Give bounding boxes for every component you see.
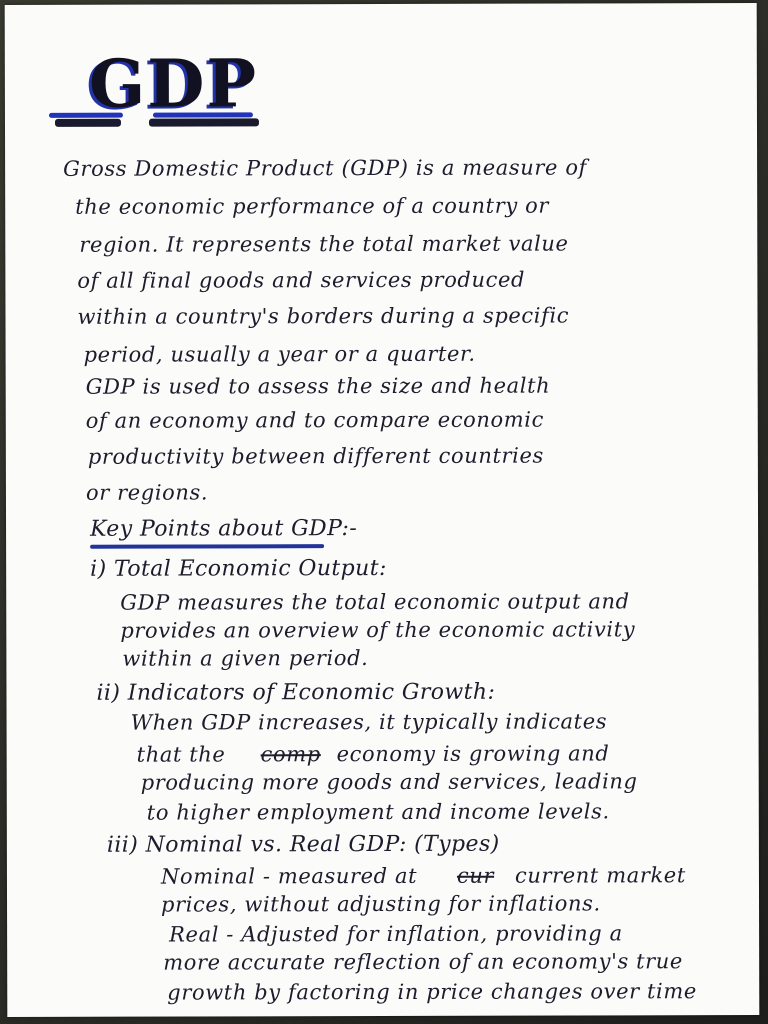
point-line: current market bbox=[514, 863, 686, 888]
struck-word: comp bbox=[260, 742, 321, 767]
intro-line: within a country's borders during a specific bbox=[77, 303, 570, 329]
point-line: Real - Adjusted for inflation, providing a bbox=[169, 921, 623, 947]
intro-line: of an economy and to compare economic bbox=[85, 407, 544, 433]
key-points-underline bbox=[90, 544, 324, 549]
intro-line: the economic performance of a country or bbox=[75, 193, 550, 219]
notebook-page bbox=[5, 3, 760, 1017]
point-line: growth by factoring in price changes over time bbox=[167, 979, 697, 1005]
point-line: prices, without adjusting for inflations. bbox=[161, 891, 601, 917]
intro-line: region. It represents the total market value bbox=[79, 231, 569, 257]
page-title: GDP bbox=[88, 44, 259, 123]
intro-line: or regions. bbox=[85, 480, 209, 505]
point-heading: iii) Nominal vs. Real GDP: (Types) bbox=[106, 831, 500, 858]
title-block bbox=[49, 44, 279, 145]
point-line: to higher employment and income levels. bbox=[146, 799, 610, 825]
intro-line: period, usually a year or a quarter. bbox=[83, 341, 476, 367]
intro-line: Gross Domestic Product (GDP) is a measure of bbox=[63, 155, 587, 181]
point-line: within a given period. bbox=[122, 646, 369, 671]
point-line: producing more goods and services, leading bbox=[140, 769, 638, 795]
key-points-heading: Key Points about GDP:- bbox=[90, 516, 358, 542]
point-line: When GDP increases, it typically indicates bbox=[130, 709, 608, 735]
point-heading: ii) Indicators of Economic Growth: bbox=[96, 679, 496, 706]
point-line: GDP measures the total economic output and bbox=[120, 589, 630, 615]
point-line: that the bbox=[136, 742, 226, 767]
point-line: more accurate reflection of an economy's true bbox=[163, 949, 683, 975]
intro-line: of all final goods and services produced bbox=[77, 267, 526, 293]
point-line: Nominal - measured at bbox=[160, 863, 418, 889]
intro-line: productivity between different countries bbox=[87, 443, 544, 469]
point-line: provides an overview of the economic activity bbox=[120, 617, 636, 643]
point-line: economy is growing and bbox=[336, 741, 610, 767]
point-heading: i) Total Economic Output: bbox=[90, 555, 387, 582]
struck-word: cur bbox=[456, 863, 495, 888]
intro-line: GDP is used to assess the size and health bbox=[85, 373, 551, 399]
